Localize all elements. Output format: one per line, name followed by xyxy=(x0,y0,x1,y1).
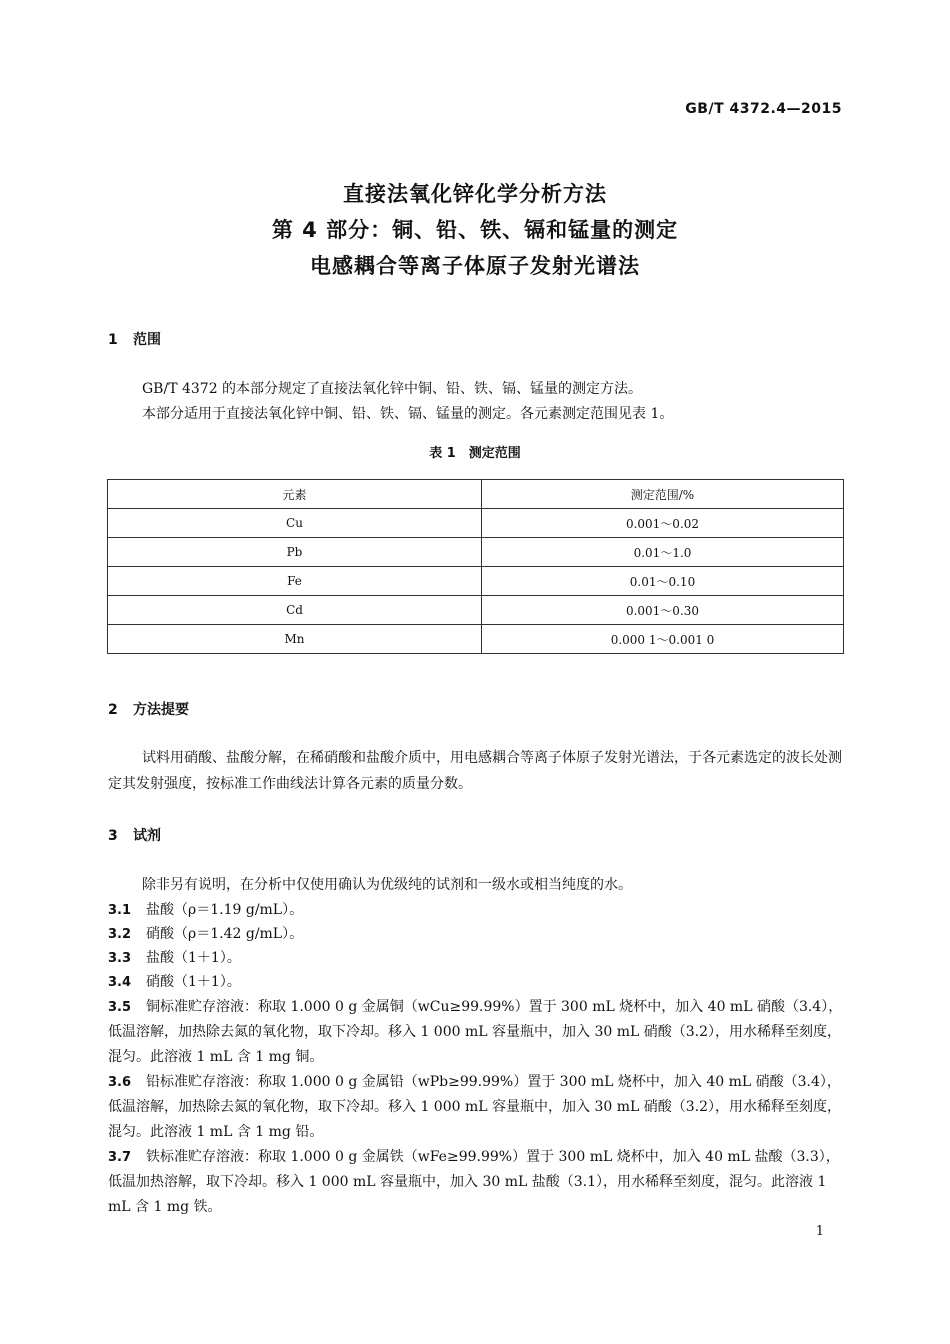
section-number: 3 xyxy=(108,828,118,844)
table-row xyxy=(108,509,844,538)
section-3-intro: 除非另有说明，在分析中仅使用确认为优级纯的试剂和一级水或相当纯度的水。 xyxy=(142,877,632,893)
document-title xyxy=(0,176,950,284)
cell-element: Cu xyxy=(108,509,482,538)
reagent-item xyxy=(108,946,844,971)
item-number: 3.2 xyxy=(108,927,132,942)
cell-range: 0.001～0.02 xyxy=(482,509,844,538)
standard-code: GB/T 4372.4—2015 xyxy=(685,101,842,117)
cell-element: Fe xyxy=(108,567,482,596)
cell-range: 0.000 1～0.001 0 xyxy=(482,625,844,654)
item-text: 盐酸（1＋1）。 xyxy=(146,950,241,966)
reagent-item xyxy=(108,922,844,947)
table-caption: 表 1 测定范围 xyxy=(429,446,521,461)
header-range: 测定范围/% xyxy=(482,480,844,509)
section-title: 范围 xyxy=(133,332,161,348)
item-number: 3.5 xyxy=(108,1000,132,1015)
item-text: 盐酸（ρ＝1.19 g/mL）。 xyxy=(146,902,304,918)
cell-range: 0.01～0.10 xyxy=(482,567,844,596)
table-row xyxy=(108,596,844,625)
header-element: 元素 xyxy=(108,480,482,509)
item-text: 硝酸（ρ＝1.42 g/mL）。 xyxy=(146,926,304,942)
section-1-paragraph-2: 本部分适用于直接法氧化锌中铜、铅、铁、镉、锰量的测定。各元素测定范围见表 1。 xyxy=(142,406,674,422)
reagent-item xyxy=(108,1070,844,1145)
table-header-row xyxy=(108,480,844,509)
cell-range: 0.001～0.30 xyxy=(482,596,844,625)
item-text: 硝酸（1＋1）。 xyxy=(146,974,241,990)
table-row xyxy=(108,625,844,654)
item-number: 3.3 xyxy=(108,951,132,966)
item-number: 3.7 xyxy=(108,1150,132,1165)
section-title: 方法提要 xyxy=(133,702,189,718)
section-3-heading xyxy=(108,825,161,845)
item-number: 3.1 xyxy=(108,903,132,918)
measurement-range-table xyxy=(107,479,844,654)
section-2-heading xyxy=(108,699,189,719)
section-2-paragraph: 试料用硝酸、盐酸分解，在稀硝酸和盐酸介质中，用电感耦合等离子体原子发射光谱法，于各元素选定的波长处测定其发射强度，按标准工作曲线法计算各元素的质量分数。 xyxy=(108,750,842,792)
item-text: 铅标准贮存溶液：称取 1.000 0 g 金属铅（wPb≥99.99%）置于 300 mL 烧杯中，加入 40 mL 硝酸（3.4），低温溶解，加热除去氮的氧化物，取下冷却。移入 1 000 mL 容量瓶中，加入 30 mL 硝酸（3.2），用水稀释至刻度，混匀。此溶液 1 mL 含 1 mg 铅。 xyxy=(108,1074,842,1140)
cell-element: Mn xyxy=(108,625,482,654)
section-number: 2 xyxy=(108,702,118,718)
page-number: 1 xyxy=(815,1224,824,1239)
section-number: 1 xyxy=(108,332,118,348)
cell-element: Pb xyxy=(108,538,482,567)
reagent-item xyxy=(108,1145,844,1220)
section-1-heading xyxy=(108,329,161,349)
item-number: 3.4 xyxy=(108,975,132,990)
reagent-item xyxy=(108,898,844,923)
item-text: 铁标准贮存溶液：称取 1.000 0 g 金属铁（wFe≥99.99%）置于 300 mL 烧杯中，加入 40 mL 盐酸（3.3），低温加热溶解，取下冷却。移入 1 000 mL 容量瓶中，加入 30 mL 盐酸（3.1），用水稀释至刻度，混匀。此溶液 1 mL 含 1 mg 铁。 xyxy=(108,1149,840,1215)
item-text: 铜标准贮存溶液：称取 1.000 0 g 金属铜（wCu≥99.99%）置于 300 mL 烧杯中，加入 40 mL 硝酸（3.4），低温溶解，加热除去氮的氧化物，取下冷却。移入 1 000 mL 容量瓶中，加入 30 mL 硝酸（3.2），用水稀释至刻度，混匀。此溶液 1 mL 含 1 mg 铜。 xyxy=(108,999,843,1065)
section-1-paragraph-1: GB/T 4372 的本部分规定了直接法氧化锌中铜、铅、铁、镉、锰量的测定方法。 xyxy=(142,381,643,397)
reagent-item xyxy=(108,995,844,1070)
title-line-3: 电感耦合等离子体原子发射光谱法 xyxy=(310,254,640,278)
table-row xyxy=(108,538,844,567)
title-line-2: 第 4 部分：铜、铅、铁、镉和锰量的测定 xyxy=(271,218,679,242)
item-number: 3.6 xyxy=(108,1075,132,1090)
table-row xyxy=(108,567,844,596)
section-title: 试剂 xyxy=(133,828,161,844)
cell-range: 0.01～1.0 xyxy=(482,538,844,567)
title-line-1: 直接法氧化锌化学分析方法 xyxy=(343,182,607,206)
cell-element: Cd xyxy=(108,596,482,625)
reagent-item xyxy=(108,970,844,995)
